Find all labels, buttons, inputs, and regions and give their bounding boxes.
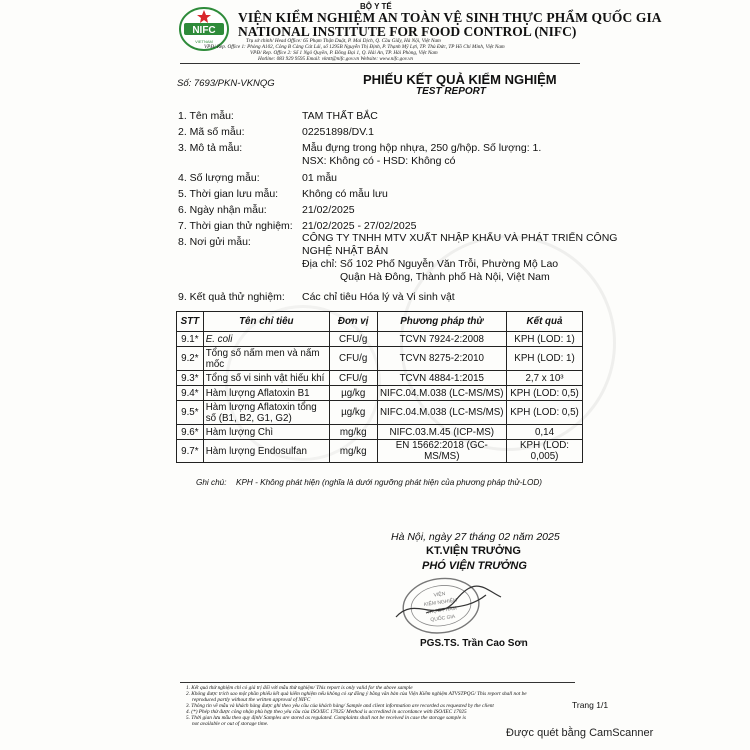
column-header: STT [177, 312, 204, 332]
report-title-en: TEST REPORT [416, 86, 486, 97]
contact-line: Hotline: 083 929 9595 Email: vkntt@nifc.gov.vn Website: www.nifc.gov.vn [258, 56, 413, 62]
result: 0,14 [507, 425, 583, 440]
issue-date-place: Hà Nội, ngày 27 tháng 02 năm 2025 [391, 531, 560, 543]
footnote: 5. Thời gian lưu mẫu theo quy định/ Samples are stored as regulated. Complaints shall not be received in case the storage sample is [186, 715, 466, 721]
test-method: EN 15662:2018 (GC-MS/MS) [377, 440, 507, 463]
sender-address: Địa chỉ: Số 102 Phố Nguyễn Văn Trỗi, Phường Mộ Lao [302, 258, 559, 270]
info-label: 6. Ngày nhận mẫu: [178, 204, 267, 216]
sender-address-cont: Quận Hà Đông, Thành phố Hà Nội, Việt Nam [340, 271, 550, 283]
parameter-name: Hàm lượng Aflatoxin tổng số (B1, B2, G1, G2) [203, 401, 329, 425]
row-number: 9.7* [177, 440, 204, 463]
logo-subtext: VIETNAM [195, 39, 213, 44]
unit: µg/kg [329, 386, 377, 401]
rep-office-2-line: VPĐ/ Rep. Office 2: Số 1 Ngô Quyền, P. Đồng Đại 1, Q. Hải An, TP. Hải Phòng, Việt Nam [250, 50, 438, 56]
parameter-name: E. coli [203, 332, 329, 347]
svg-text:QUỐC GIA: QUỐC GIA [430, 613, 456, 624]
ministry-name: BỘ Y TẾ [360, 2, 392, 11]
result: KPH (LOD: 1) [507, 332, 583, 347]
test-method: NIFC.04.M.038 (LC-MS/MS) [377, 401, 507, 425]
signatory-name: PGS.TS. Trần Cao Sơn [420, 638, 528, 649]
row-number: 9.4* [177, 386, 204, 401]
info-label: 2. Mã số mẫu: [178, 126, 245, 138]
parameter-name: Tổng số vi sinh vật hiếu khí [203, 371, 329, 386]
sender-name: CÔNG TY TNHH MTV XUẤT NHẬP KHẨU VÀ PHÁT TRIỂN CÔNG [302, 232, 618, 244]
footnote: 3. Thông tin về mẫu và khách hàng được ghi theo yêu cầu của khách hàng/ Sample and client information are recorded as requested by the client [186, 703, 494, 709]
test-method: TCVN 8275-2:2010 [377, 347, 507, 371]
table-row [177, 440, 583, 463]
svg-text:VIỆN: VIỆN [433, 591, 446, 599]
test-method: NIFC.04.M.038 (LC-MS/MS) [377, 386, 507, 401]
table-row [177, 425, 583, 440]
info-label: 1. Tên mẫu: [178, 110, 234, 122]
institute-name-vn: VIỆN KIỂM NGHIỆM AN TOÀN VỆ SINH THỰC PHẨM QUỐC GIA [238, 10, 662, 25]
table-row [177, 332, 583, 347]
scanner-watermark-text: Được quét bằng CamScanner [506, 727, 654, 739]
footnote: not available or out of storage time. [192, 721, 269, 727]
note-text: KPH - Không phát hiện (nghĩa là dưới ngưỡng phát hiện của phương pháp thử-LOD) [236, 478, 542, 487]
results-table [176, 311, 583, 463]
row-number: 9.2* [177, 347, 204, 371]
unit: CFU/g [329, 371, 377, 386]
table-row [177, 386, 583, 401]
result: KPH (LOD: 0,005) [507, 440, 583, 463]
column-header: Tên chỉ tiêu [203, 312, 329, 332]
head-office-line: Trụ sở chính/ Head Office: 65 Phạm Thận Duật, P. Mai Dịch, Q. Cầu Giấy, Hà Nội, Việt Nam [246, 38, 441, 44]
row-number: 9.5* [177, 401, 204, 425]
test-method: TCVN 7924-2:2008 [377, 332, 507, 347]
row-number: 9.1* [177, 332, 204, 347]
footnote: 2. Không được trích sao một phần phiếu kết quả kiểm nghiệm nếu không có sự đồng ý bằng văn bản của Viện Kiểm nghiệm ATVSTPQG/ This report shall not be [186, 691, 527, 697]
parameter-name: Hàm lượng Aflatoxin B1 [203, 386, 329, 401]
test-period: 21/02/2025 - 27/02/2025 [302, 220, 417, 232]
unit: µg/kg [329, 401, 377, 425]
unit: CFU/g [329, 347, 377, 371]
footer-divider [180, 682, 575, 683]
result: 2,7 x 10³ [507, 371, 583, 386]
info-label: 3. Mô tả mẫu: [178, 142, 243, 154]
footnote: 4. (*) Phép thử được công nhận phù hợp theo yêu cầu của ISO/IEC 17025/ Method is accredited in accordance with ISO/IEC 17025 [186, 709, 467, 715]
info-label: 7. Thời gian thử nghiệm: [178, 220, 293, 232]
unit: CFU/g [329, 332, 377, 347]
sample-description-cont: NSX: Không có - HSD: Không có [302, 155, 456, 167]
table-row [177, 401, 583, 425]
result: KPH (LOD: 0,5) [507, 386, 583, 401]
institute-name-en: NATIONAL INSTITUTE FOR FOOD CONTROL (NIFC) [238, 24, 577, 39]
test-method: NIFC.03.M.45 (ICP-MS) [377, 425, 507, 440]
received-date: 21/02/2025 [302, 204, 355, 216]
test-method: TCVN 4884-1:2015 [377, 371, 507, 386]
parameter-name: Hàm lượng Endosulfan [203, 440, 329, 463]
table-row [177, 347, 583, 371]
note-label: Ghi chú: [196, 478, 227, 487]
column-header: Đơn vị [329, 312, 377, 332]
row-number: 9.6* [177, 425, 204, 440]
sender-name-cont: NGHỆ NHẬT BẢN [302, 245, 389, 257]
signatory-subtitle: PHÓ VIỆN TRƯỞNG [422, 560, 527, 572]
official-stamp-icon [386, 575, 506, 635]
rep-office-1-line: VPĐ/ Rep. Office 1: Phòng A102, Công B Cảng Cát Lái, số 1295B Nguyễn Thị Định, P. Thạnh Mỹ Lợi, TP. Thủ Đức, TP Hồ Chí Minh, Việt Nam [204, 44, 505, 50]
result: KPH (LOD: 1) [507, 347, 583, 371]
storage-time: Không có mẫu lưu [302, 188, 388, 200]
table-header-row [177, 312, 583, 332]
sample-name: TAM THẤT BẮC [302, 110, 378, 122]
info-label: 4. Số lượng mẫu: [178, 172, 260, 184]
footnote: reproduced partly without the written approval of NIFC [192, 697, 311, 703]
sample-description: Mẫu đựng trong hộp nhựa, 250 g/hộp. Số lượng: 1. [302, 142, 542, 154]
test-scope: Các chỉ tiêu Hóa lý và Vi sinh vật [302, 291, 455, 303]
info-label: 8. Nơi gửi mẫu: [178, 236, 251, 248]
svg-text:KIỂM NGHIỆM: KIỂM NGHIỆM [423, 597, 458, 609]
unit: mg/kg [329, 440, 377, 463]
table-row [177, 371, 583, 386]
sample-code: 02251898/DV.1 [302, 126, 375, 138]
logo-text: NIFC [192, 25, 216, 36]
row-number: 9.3* [177, 371, 204, 386]
parameter-name: Tổng số nấm men và nấm mốc [203, 347, 329, 371]
result: KPH (LOD: 0,5) [507, 401, 583, 425]
column-header: Phương pháp thử [377, 312, 507, 332]
info-label: 5. Thời gian lưu mẫu: [178, 188, 279, 200]
page-number: Trang 1/1 [572, 700, 609, 710]
info-label: 9. Kết quả thử nghiệm: [178, 291, 285, 303]
report-title-vn: PHIẾU KẾT QUẢ KIỂM NGHIỆM [363, 72, 557, 87]
footnote: 1. Kết quả thử nghiệm chỉ có giá trị đối với mẫu thử nghiệm/ This report is only valid for the above sample [186, 685, 413, 691]
unit: mg/kg [329, 425, 377, 440]
signatory-title: KT.VIỆN TRƯỞNG [426, 545, 521, 557]
header-divider [180, 63, 580, 64]
svg-text:THỰC PHẨM: THỰC PHẨM [426, 605, 458, 616]
column-header: Kết quả [507, 312, 583, 332]
sample-quantity: 01 mẫu [302, 172, 338, 184]
document-number: Số: 7693/PKN-VKNQG [177, 78, 275, 89]
parameter-name: Hàm lượng Chì [203, 425, 329, 440]
